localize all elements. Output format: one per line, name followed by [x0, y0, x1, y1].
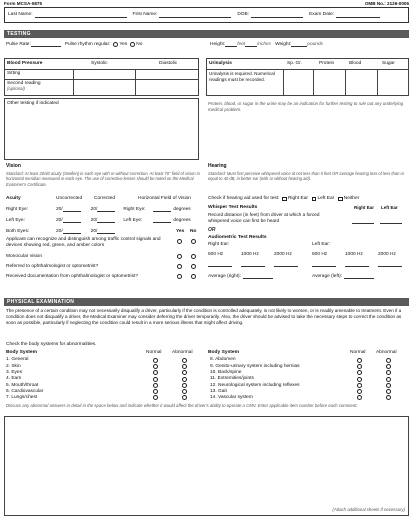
right-hfov-field[interactable]	[153, 207, 171, 212]
first-name-label: First Name:	[132, 12, 158, 18]
bp-title: Blood Pressure	[7, 61, 43, 66]
right-degrees-label: degrees	[173, 207, 191, 212]
neuro-normal-radio[interactable]	[357, 383, 362, 388]
urinalysis-table	[206, 58, 409, 96]
pulse-rate-label: Pulse Rate:	[6, 42, 31, 47]
aid-left-checkbox[interactable]	[312, 197, 317, 202]
right-1000-field[interactable]	[241, 262, 265, 267]
last-name-field[interactable]	[35, 12, 127, 18]
ears-normal-radio[interactable]	[153, 377, 158, 382]
vision-title: Vision	[6, 163, 21, 169]
testing-section-header: TESTING	[4, 30, 409, 38]
left-2000-field[interactable]	[378, 262, 402, 267]
pulse-yes-radio[interactable]	[113, 42, 118, 47]
vision-q2-monocular: Monocular vision	[6, 254, 42, 259]
left-eye-hfov-label: Left Eye:	[123, 218, 143, 223]
physical-section-header: PHYSICAL EXAMINATION	[4, 298, 409, 306]
body-item-genito-urinary: 9. Genito-urinary system including hernias	[210, 363, 300, 369]
eyes-abnormal-radio[interactable]	[182, 370, 187, 375]
lungs-abnormal-radio[interactable]	[182, 395, 187, 400]
body-item-cardiovascular: 6. Cardiovascular	[6, 388, 44, 394]
left-corr-prefix: 20/	[90, 218, 98, 223]
normal-radios-right	[357, 357, 362, 401]
height-feet-field[interactable]	[225, 42, 237, 47]
lungs-normal-radio[interactable]	[153, 395, 158, 400]
q4-no-radio[interactable]	[191, 274, 196, 279]
height-inches-field[interactable]	[245, 42, 257, 47]
aid-right-checkbox[interactable]	[282, 197, 287, 202]
extremities-normal-radio[interactable]	[357, 377, 362, 382]
exam-date-field[interactable]	[336, 12, 380, 18]
whisper-left-ear-header: Left Ear	[381, 205, 398, 210]
aid-left-label: Left Ear	[317, 196, 335, 201]
avg-left-label: Average (left):	[312, 274, 343, 279]
both-eyes-label: Both Eyes:	[6, 229, 30, 234]
hfov-header: Horizontal Field of Vision	[138, 196, 191, 201]
body-item-mouth-throat: 5. Mouth/throat	[6, 382, 39, 388]
body-item-abdomen: 8. Abdomen	[210, 357, 236, 363]
right-eye-hfov-label: Right Eye:	[123, 207, 146, 212]
neuro-abnormal-radio[interactable]	[386, 383, 391, 388]
left-2000hz: 2000 Hz	[378, 252, 396, 257]
vision-no-header: No	[190, 229, 197, 234]
last-name-label: Last Name:	[8, 12, 33, 18]
audio-left-ear-label: Left Ear:	[312, 242, 331, 247]
weight-field[interactable]	[291, 42, 307, 47]
aid-right-label: Right Ear	[287, 196, 308, 201]
body-item-neurological: 12. Neurological system including reflexes	[210, 382, 300, 388]
audio-right-hz-row	[208, 252, 292, 258]
aid-neither-label: Neither	[343, 196, 360, 201]
hearing-aid-row	[208, 196, 359, 202]
pulse-no-label: No	[136, 42, 143, 47]
pulse-rate-field[interactable]	[31, 42, 61, 47]
back-abnormal-radio[interactable]	[386, 370, 391, 375]
body-item-general: 1. General	[6, 357, 29, 363]
bp-second-label: Second reading	[7, 81, 41, 86]
q3-yes-radio[interactable]	[177, 264, 182, 269]
whisper-right-field[interactable]	[352, 219, 374, 224]
abnormal-radios-right	[386, 357, 391, 401]
both-eyes-row	[6, 229, 115, 235]
body-item-ears: 4. Ears	[6, 376, 22, 382]
whisper-left-field[interactable]	[380, 219, 402, 224]
avg-right-field[interactable]	[243, 274, 273, 279]
right-corrected-field[interactable]	[97, 207, 115, 212]
left-1000hz: 1000 Hz	[345, 252, 363, 257]
left-eye-label: Left Eye:	[6, 218, 25, 223]
skin-normal-radio[interactable]	[153, 364, 158, 369]
q2-yes-radio[interactable]	[177, 254, 182, 259]
form-id: Form MCSA-5875	[4, 1, 43, 6]
hearing-aid-label: Check if hearing aid used for test:	[208, 196, 280, 201]
discuss-instruction: Discuss any abnormal answers in detail in the space below and indicate whether it would affect the driver's ability to operate a CMV. Enter applicable item number before each comment.	[6, 403, 358, 408]
height-weight-row	[210, 42, 323, 48]
vision-q4-documentation: Received documentation from ophthalmologist or optometrist?	[6, 274, 138, 279]
urinalysis-required-note: Urinalysis is required. Numerical readings must be recorded.	[209, 71, 275, 82]
left-corrected-field[interactable]	[97, 218, 115, 223]
pulse-no-radio[interactable]	[130, 42, 135, 47]
eyes-normal-radio[interactable]	[153, 370, 158, 375]
audio-right-ear-label: Right Ear:	[208, 242, 230, 247]
abdomen-abnormal-radio[interactable]	[386, 358, 391, 363]
genito-normal-radio[interactable]	[357, 364, 362, 369]
avg-left-field[interactable]	[344, 274, 374, 279]
right-500-field[interactable]	[208, 262, 232, 267]
vision-yes-header: Yes	[176, 229, 185, 234]
exam-date-label: Exam Date:	[309, 12, 335, 18]
body-item-lungs-chest: 7. Lungs/chest	[6, 395, 38, 401]
first-name-field[interactable]	[159, 12, 231, 18]
mouth-abnormal-radio[interactable]	[182, 383, 187, 388]
both-uncorr-prefix: 20/	[56, 229, 63, 234]
body-system-header-left: Body System	[6, 350, 37, 355]
abnormal-radios-left	[182, 357, 187, 401]
protein-note: Protein, blood, or sugar in the urine may be an indication for further testing to rule out any underlying medical problem.	[208, 101, 404, 112]
cardio-abnormal-radio[interactable]	[182, 389, 187, 394]
urinalysis-col-sugar: Sugar	[382, 61, 395, 66]
name-bar	[4, 7, 409, 23]
body-item-extremities: 11. Extremities/joints	[210, 376, 254, 382]
normal-header-left: Normal	[146, 350, 162, 355]
feet-label: feet	[237, 42, 246, 47]
genito-abnormal-radio[interactable]	[386, 364, 391, 369]
corrected-header: Corrected	[94, 196, 116, 201]
blood-pressure-table	[4, 58, 199, 96]
acuity-header-row	[6, 196, 191, 202]
urinalysis-title: Urinalysis	[209, 61, 232, 66]
left-500hz: 500 Hz	[312, 252, 328, 257]
acuity-label: Acuity	[6, 196, 21, 201]
right-1000hz: 1000 Hz	[241, 252, 259, 257]
left-hfov-field[interactable]	[153, 218, 171, 223]
inches-label: inches	[257, 42, 272, 47]
vascular-abnormal-radio[interactable]	[386, 395, 391, 400]
back-normal-radio[interactable]	[357, 370, 362, 375]
dob-label: DOB:	[237, 12, 250, 18]
left-1000-field[interactable]	[345, 262, 369, 267]
urinalysis-col-spgr: Sp. Gr.	[287, 61, 302, 66]
hearing-title: Hearing	[208, 163, 227, 169]
general-normal-radio[interactable]	[153, 358, 158, 363]
left-uncorrected-field[interactable]	[63, 218, 81, 223]
vascular-normal-radio[interactable]	[357, 395, 362, 400]
general-abnormal-radio[interactable]	[182, 358, 187, 363]
left-500-field[interactable]	[312, 262, 336, 267]
avg-right-row	[208, 274, 273, 280]
normal-header-right: Normal	[350, 350, 366, 355]
avg-left-row	[312, 274, 374, 280]
q3-no-radio[interactable]	[191, 264, 196, 269]
both-uncorrected-field[interactable]	[63, 229, 81, 234]
other-testing-label: Other testing if indicated	[7, 101, 59, 106]
abdomen-normal-radio[interactable]	[357, 358, 362, 363]
urinalysis-col-protein: Protein	[319, 61, 335, 66]
avg-right-label: Average (right):	[208, 274, 241, 279]
bp-sitting-label: Sitting	[7, 71, 21, 76]
hearing-or: OR	[208, 227, 216, 233]
physical-check-instruction: Check the body systems for abnormalities.	[6, 342, 97, 347]
right-uncorrected-field[interactable]	[63, 207, 81, 212]
right-500hz: 500 Hz	[208, 252, 224, 257]
q2-no-radio[interactable]	[191, 254, 196, 259]
body-item-skin: 2. Skin	[6, 363, 21, 369]
audio-title: Audiometric Test Results	[208, 235, 267, 240]
pulse-row	[6, 42, 142, 48]
right-uncorr-prefix: 20/	[56, 207, 63, 212]
bp-optional-label: (optional)	[7, 86, 25, 91]
comments-box[interactable]	[4, 416, 409, 516]
skin-abnormal-radio[interactable]	[182, 364, 187, 369]
body-item-eyes: 3. Eyes	[6, 369, 22, 375]
right-corr-prefix: 20/	[90, 207, 98, 212]
cardio-normal-radio[interactable]	[153, 389, 158, 394]
right-2000-field[interactable]	[274, 262, 298, 267]
height-label: Height:	[210, 42, 226, 47]
omb-number: OMB No.: 2126-0006	[364, 1, 409, 6]
pulse-rhythm-label: Pulse rhythm regular:	[64, 42, 111, 47]
q1-no-radio[interactable]	[191, 239, 196, 244]
ears-abnormal-radio[interactable]	[182, 377, 187, 382]
vision-standard: Standard: At least 20/40 acuity (Snellen) in each eye with or without correction. At least 70° field of vision in horizontal meridian measured in each eye. The use of corrective lenses should be noted on the Medical Examiner's Certificate.	[6, 171, 200, 187]
body-item-gait: 13. Gait	[210, 388, 227, 394]
abnormal-header-right: Abnormal	[376, 350, 397, 355]
gait-normal-radio[interactable]	[357, 389, 362, 394]
aid-neither-checkbox[interactable]	[338, 197, 343, 202]
other-testing-box[interactable]	[4, 98, 199, 160]
pulse-yes-label: Yes	[119, 42, 128, 47]
left-uncorr-prefix: 20/	[56, 218, 63, 223]
extremities-abnormal-radio[interactable]	[386, 377, 391, 382]
bp-diastolic-header: Diastolic	[159, 61, 178, 66]
weight-label: Weight:	[275, 42, 292, 47]
left-eye-row	[6, 218, 191, 224]
bp-systolic-header: Systolic	[91, 61, 108, 66]
q1-yes-radio[interactable]	[177, 239, 182, 244]
body-system-header-right: Body System	[208, 350, 239, 355]
whisper-right-ear-header: Right Ear	[354, 205, 375, 210]
body-item-vascular: 14. Vascular system	[210, 395, 253, 401]
urinalysis-col-blood: Blood	[349, 61, 362, 66]
right-2000hz: 2000 Hz	[274, 252, 292, 257]
right-eye-label: Right Eye:	[6, 207, 29, 212]
mouth-normal-radio[interactable]	[153, 383, 158, 388]
vision-q1-colors: Applicant can recognize and distinguish among traffic control signals and devices showing red, green, and amber colors	[6, 237, 161, 248]
whisper-desc: Record distance (in feet) from driver at which a forced whispered voice can first be heard	[208, 212, 320, 223]
dob-field[interactable]	[251, 12, 303, 18]
right-eye-row	[6, 207, 191, 213]
physical-intro: The presence of a certain condition may not necessarily disqualify a driver, particularly if the condition is controlled adequately, is not likely to worsen, or is readily amenable to treatment. Even if a condition does not disqualify a driver, the Medical Examiner may consider deferring the driver temporarily. Also, the driver should be advised to take the necessary steps to correct the condition as soon as possible, particularly if neglecting the condition could result in a more serious illness that might affect driving.	[6, 308, 402, 325]
q4-yes-radio[interactable]	[177, 274, 182, 279]
hearing-standard: Standard: Must first perceive whispered voice at not less than 5 feet OR average hearing loss of less than or equal to 40 dB, in better ear (with or without hearing aid).	[208, 171, 405, 182]
body-system-list-left	[6, 357, 136, 401]
audio-left-hz-row	[312, 252, 396, 258]
normal-radios-left	[153, 357, 158, 401]
uncorrected-header: Uncorrected	[56, 196, 83, 201]
both-corrected-field[interactable]	[97, 229, 115, 234]
body-item-back-spine: 10. Back/spine	[210, 369, 242, 375]
whisper-title: Whisper Test Results	[208, 205, 258, 210]
pounds-label: pounds	[307, 42, 324, 47]
both-corr-prefix: 20/	[90, 229, 98, 234]
attach-note: (Attach additional sheets if necessary)	[332, 507, 405, 513]
gait-abnormal-radio[interactable]	[386, 389, 391, 394]
vision-q3-referred: Referred to ophthalmologist or optometrist?	[6, 264, 99, 269]
body-system-list-right	[210, 357, 345, 401]
abnormal-header-left: Abnormal	[172, 350, 193, 355]
left-degrees-label: degrees	[173, 218, 191, 223]
